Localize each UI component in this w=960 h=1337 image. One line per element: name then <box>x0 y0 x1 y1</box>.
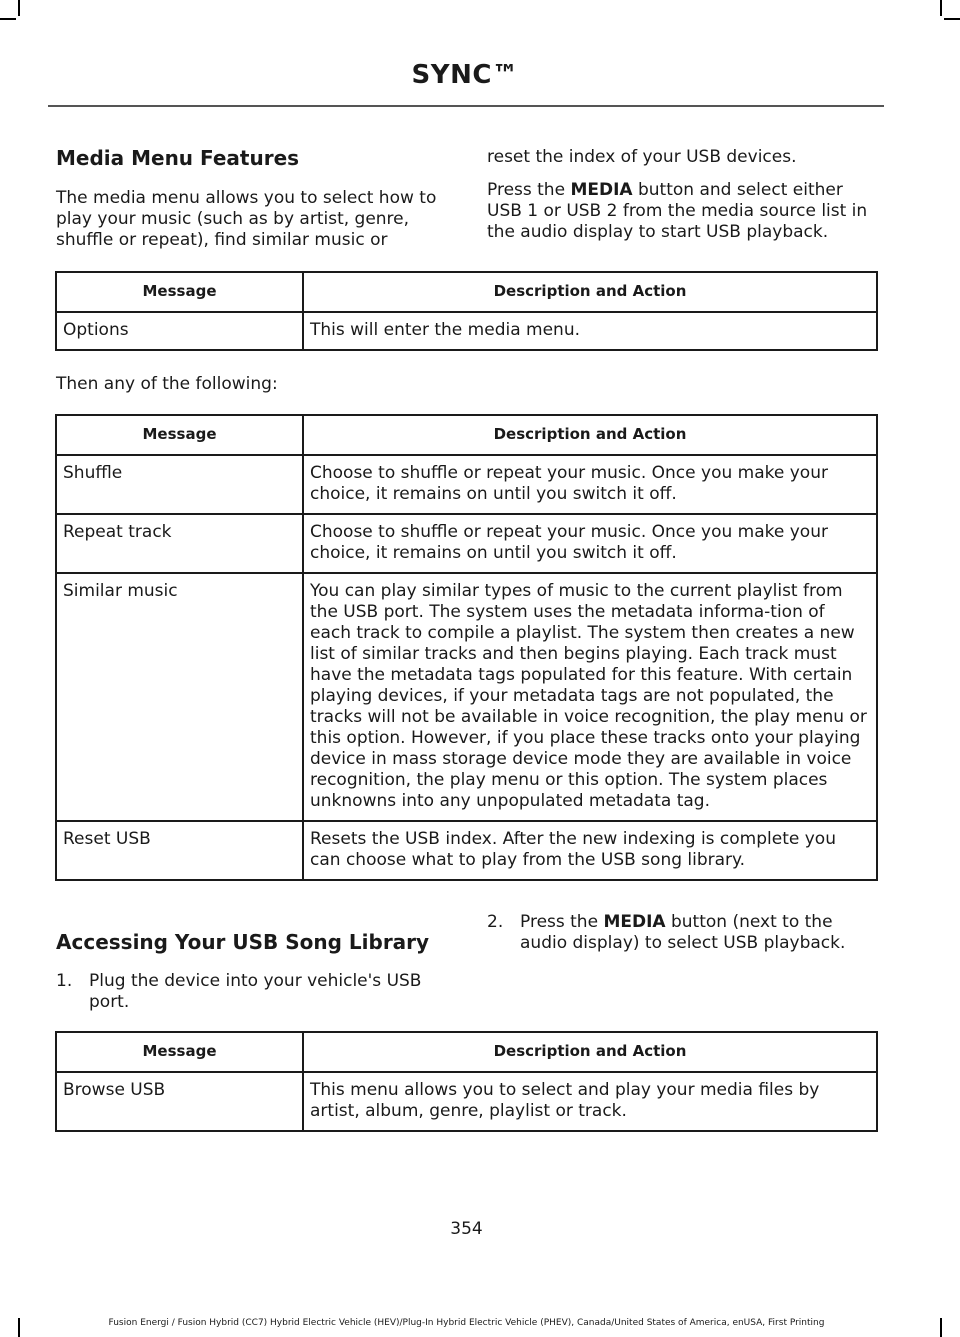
section-heading-usb-library: Accessing Your USB Song Library <box>56 930 430 954</box>
table-header-row <box>56 272 877 312</box>
header-divider <box>48 105 884 107</box>
usb-library-left-column <box>56 930 448 1013</box>
usb-library-right-column <box>487 912 882 954</box>
column-header-description: Description and Action <box>303 1032 877 1072</box>
footer-text: Fusion Energi / Fusion Hybrid (CC7) Hybrid Electric Vehicle (HEV)/Plug-In Hybrid Electric Vehicle (PHEV), Canada/United States of America, enUSA, First Printing <box>108 1318 825 1328</box>
step-text: Plug the device into your vehicle's USB port. <box>89 971 422 1012</box>
message-cell: Options <box>56 312 303 350</box>
step2-suffix: button (next to the audio display) to select USB playback. <box>520 912 846 953</box>
description-cell: You can play similar types of music to the current playlist from the USB port. The system uses the metadata informa-tion of each track to compile a playlist. The system then creates a new list of similar tracks and then begins playing. Each track must have the metadata tags populated for this feature. With certain playing devices, if your metadata tags are not populated, the tracks will not be available in voice recognition, the play menu or this option. However, if you place these tracks onto your playing device in mass storage device mode they are available in voice recognition, the play menu or this option. The system places unknowns into any unpopulated metadata tag. <box>303 573 877 821</box>
table-row <box>56 455 877 514</box>
message-cell: Similar music <box>56 573 303 821</box>
description-cell: This will enter the media menu. <box>303 312 877 350</box>
media-options-table <box>55 414 878 881</box>
description-cell: Choose to shuffle or repeat your music. Once you make your choice, it remains on until you switch it off. <box>303 514 877 573</box>
column-header-message: Message <box>56 415 303 455</box>
column-header-description: Description and Action <box>303 272 877 312</box>
crop-mark <box>18 0 20 16</box>
press-suffix: button and select either USB 1 or USB 2 from the media source list in the audio display to start USB playback. <box>487 180 868 242</box>
column-header-message: Message <box>56 1032 303 1072</box>
options-table <box>55 271 878 351</box>
usb-steps-list <box>56 971 448 1013</box>
media-button-label: MEDIA <box>603 912 666 932</box>
press-media-instruction <box>487 180 882 243</box>
description-cell: Resets the USB index. After the new indexing is complete you can choose what to play from the USB song library. <box>303 821 877 880</box>
table-header-row <box>56 415 877 455</box>
table-row <box>56 1072 877 1131</box>
crop-mark <box>944 18 960 20</box>
section-heading-media-menu: Media Menu Features <box>56 146 300 170</box>
table-header-row <box>56 1032 877 1072</box>
crop-mark <box>940 0 942 16</box>
then-following-text: Then any of the following: <box>56 374 278 394</box>
message-cell: Repeat track <box>56 514 303 573</box>
usb-steps-list-continued <box>487 912 882 954</box>
message-cell: Shuffle <box>56 455 303 514</box>
message-cell: Browse USB <box>56 1072 303 1131</box>
table-row <box>56 312 877 350</box>
crop-mark <box>940 1318 942 1337</box>
list-item <box>487 912 882 954</box>
press-prefix: Press the <box>487 180 571 200</box>
media-menu-right-column <box>487 147 882 243</box>
crop-mark <box>0 18 16 20</box>
column-header-message: Message <box>56 272 303 312</box>
list-item <box>56 971 448 1013</box>
browse-usb-table <box>55 1031 878 1132</box>
page-number: 354 <box>450 1219 483 1239</box>
description-cell: Choose to shuffle or repeat your music. Once you make your choice, it remains on until you switch it off. <box>303 455 877 514</box>
media-menu-left-column <box>56 146 448 251</box>
column-header-description: Description and Action <box>303 415 877 455</box>
description-cell: This menu allows you to select and play your media files by artist, album, genre, playlist or track. <box>303 1072 877 1131</box>
media-menu-paragraph-continued: reset the index of your USB devices. <box>487 147 797 167</box>
table-row <box>56 821 877 880</box>
step-number: 1. <box>56 971 73 991</box>
step-number: 2. <box>487 912 504 932</box>
table-row <box>56 514 877 573</box>
media-menu-paragraph: The media menu allows you to select how to play your music (such as by artist, genre, shuffle or repeat), find similar music or <box>56 188 437 250</box>
media-button-label: MEDIA <box>570 180 633 200</box>
table-row <box>56 573 877 821</box>
page-header-title: SYNC™ <box>411 60 519 90</box>
step2-prefix: Press the <box>520 912 604 932</box>
message-cell: Reset USB <box>56 821 303 880</box>
